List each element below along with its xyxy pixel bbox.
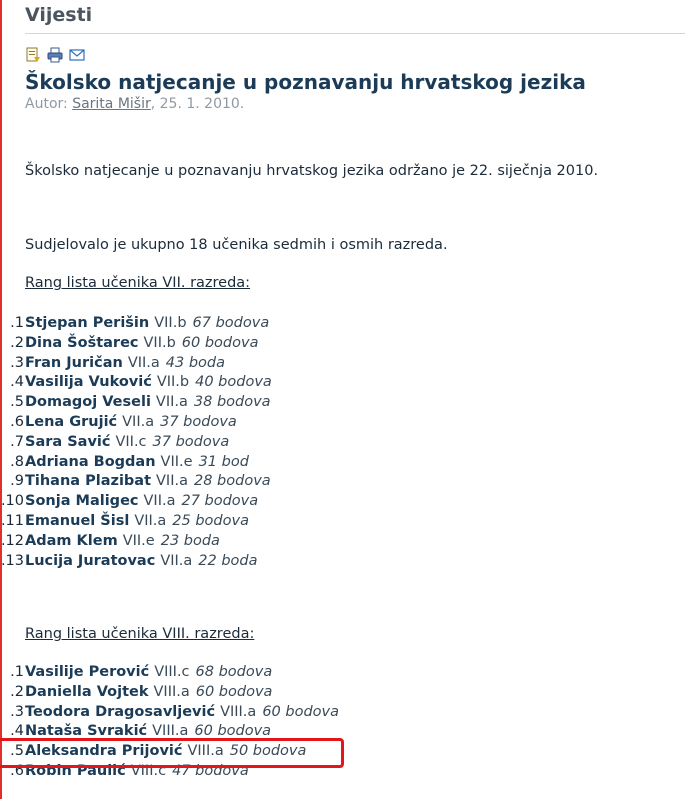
points-label: 28 bodova (193, 473, 271, 490)
points-label: 22 boda (198, 552, 258, 569)
class-label: VIII.c (130, 762, 167, 779)
points-label: 31 bod (198, 453, 249, 470)
student-name: Sonja Maligec (25, 493, 139, 510)
class-label: VII.a (134, 512, 167, 529)
student-name: Robin Paulić (25, 762, 126, 779)
ranking-row (0, 492, 272, 512)
class-label: VII.b (154, 315, 187, 331)
rank-number: 1. (10, 664, 24, 680)
ranking-row (0, 334, 272, 354)
rank-number: 2. (10, 683, 24, 700)
rank-number: 9. (10, 473, 24, 490)
student-name: Tihana Plazibat (25, 473, 152, 490)
class-label: VII.b (143, 334, 176, 351)
points-label: 40 bodova (195, 374, 272, 391)
student-name: Sara Savić (25, 433, 111, 450)
points-label: 60 bodova (194, 723, 272, 740)
points-label: 60 bodova (262, 703, 339, 720)
points-label: 25 bodova (172, 512, 249, 529)
class-label: VIII.a (220, 703, 257, 720)
class-label: VII.a (155, 394, 188, 411)
rank-number: 13. (0, 552, 24, 569)
rank-number: 3. (10, 354, 24, 371)
rank-number: 3. (10, 703, 24, 720)
rank-number: 11. (0, 512, 24, 529)
highlight-box (0, 738, 344, 768)
class-label: VII.a (156, 473, 188, 490)
class-label: VIII.a (187, 743, 224, 760)
points-label: 67 bodova (192, 315, 270, 331)
class-label: VII.e (160, 453, 193, 470)
class-label: VII.a (143, 493, 176, 510)
ranking-row (0, 703, 339, 723)
ranking-row (0, 663, 339, 683)
meta-prefix: Autor: (25, 96, 73, 112)
student-name: Domagoj Veseli (25, 394, 151, 411)
rank-number: 4. (10, 374, 24, 391)
ranking-row (0, 472, 272, 492)
student-name: Adriana Bogdan (25, 453, 156, 470)
student-name: Emanuel Šisl (25, 512, 130, 529)
class-label: VII.a (160, 552, 193, 569)
class-label: VIII.a (152, 723, 189, 740)
student-name: Vasilija Vuković (25, 374, 152, 391)
article-paragraph-2: Sudjelovalo je ukupno 18 učenika sedmih i osmih razreda. (25, 237, 448, 253)
pdf-icon[interactable] (25, 47, 41, 63)
print-icon[interactable] (47, 47, 63, 63)
class-label: VII.c (115, 433, 147, 450)
ranking-row (0, 373, 272, 393)
points-label: 37 bodova (152, 433, 230, 450)
points-label: 23 boda (160, 532, 220, 549)
student-name: Adam Klem (25, 532, 118, 549)
points-label: 43 boda (165, 354, 226, 371)
ranking-row (0, 354, 272, 374)
rank-number: 6. (10, 762, 24, 779)
points-label: 60 bodova (181, 334, 259, 351)
student-name: Vasilije Perović (25, 664, 150, 680)
class-label: VII.e (122, 532, 155, 549)
student-name: Lucija Juratovac (25, 552, 156, 569)
student-name: Nataša Svrakić (25, 723, 148, 740)
grade8-heading: Rang lista učenika VIII. razreda: (25, 626, 255, 642)
student-name: Daniella Vojtek (25, 683, 149, 700)
ranking-row (0, 453, 272, 473)
student-name: Stjepan Perišin (25, 315, 150, 331)
rank-number: 7. (10, 433, 24, 450)
email-icon[interactable] (69, 47, 85, 63)
rank-number: 12. (0, 532, 24, 549)
title-divider (25, 33, 685, 34)
ranking-row (0, 683, 339, 703)
points-label: 47 bodova (172, 762, 249, 779)
points-label: 50 bodova (229, 743, 307, 760)
student-name: Aleksandra Prijović (25, 743, 183, 760)
article-title: Školsko natjecanje u poznavanju hrvatskog jezika (25, 70, 586, 94)
class-label: VIII.a (153, 683, 190, 700)
student-name: Teodora Dragosavljević (25, 703, 216, 720)
grade7-heading: Rang lista učenika VII. razreda: (25, 275, 251, 291)
rank-number: 5. (10, 743, 24, 760)
student-name: Dina Šoštarec (25, 334, 139, 351)
class-label: VIII.c (154, 664, 190, 680)
points-label: 60 bodova (195, 683, 273, 700)
article-meta (25, 96, 244, 112)
ranking-row (0, 512, 272, 532)
student-name: Fran Juričan (25, 354, 123, 371)
article-toolbar (25, 47, 85, 63)
grade7-ranking-list (0, 314, 272, 571)
ranking-row (0, 552, 272, 572)
class-label: VII.a (127, 354, 160, 371)
rank-number: 5. (10, 394, 24, 411)
student-name: Lena Grujić (25, 413, 118, 430)
rank-number: 2. (10, 334, 24, 351)
rank-number: 10. (0, 493, 24, 510)
points-label: 37 bodova (160, 413, 237, 430)
class-label: VII.b (156, 374, 190, 391)
rank-number: 8. (10, 453, 24, 470)
section-title: Vijesti (25, 4, 93, 26)
article-date: , 25. 1. 2010. (150, 96, 245, 112)
points-label: 68 bodova (195, 664, 273, 680)
rank-number: 1. (10, 315, 24, 331)
class-label: VII.a (122, 413, 155, 430)
ranking-row (0, 413, 272, 433)
points-label: 38 bodova (193, 394, 271, 411)
ranking-row (0, 314, 272, 334)
ranking-row (0, 532, 272, 552)
points-label: 27 bodova (181, 493, 259, 510)
ranking-row (0, 393, 272, 413)
rank-number: 4. (10, 723, 24, 740)
article-paragraph-1: Školsko natjecanje u poznavanju hrvatskog jezika održano je 22. siječnja 2010. (25, 163, 599, 179)
rank-number: 6. (10, 413, 24, 430)
ranking-row (0, 433, 272, 453)
author-link[interactable]: Sarita Mišir (72, 96, 151, 112)
